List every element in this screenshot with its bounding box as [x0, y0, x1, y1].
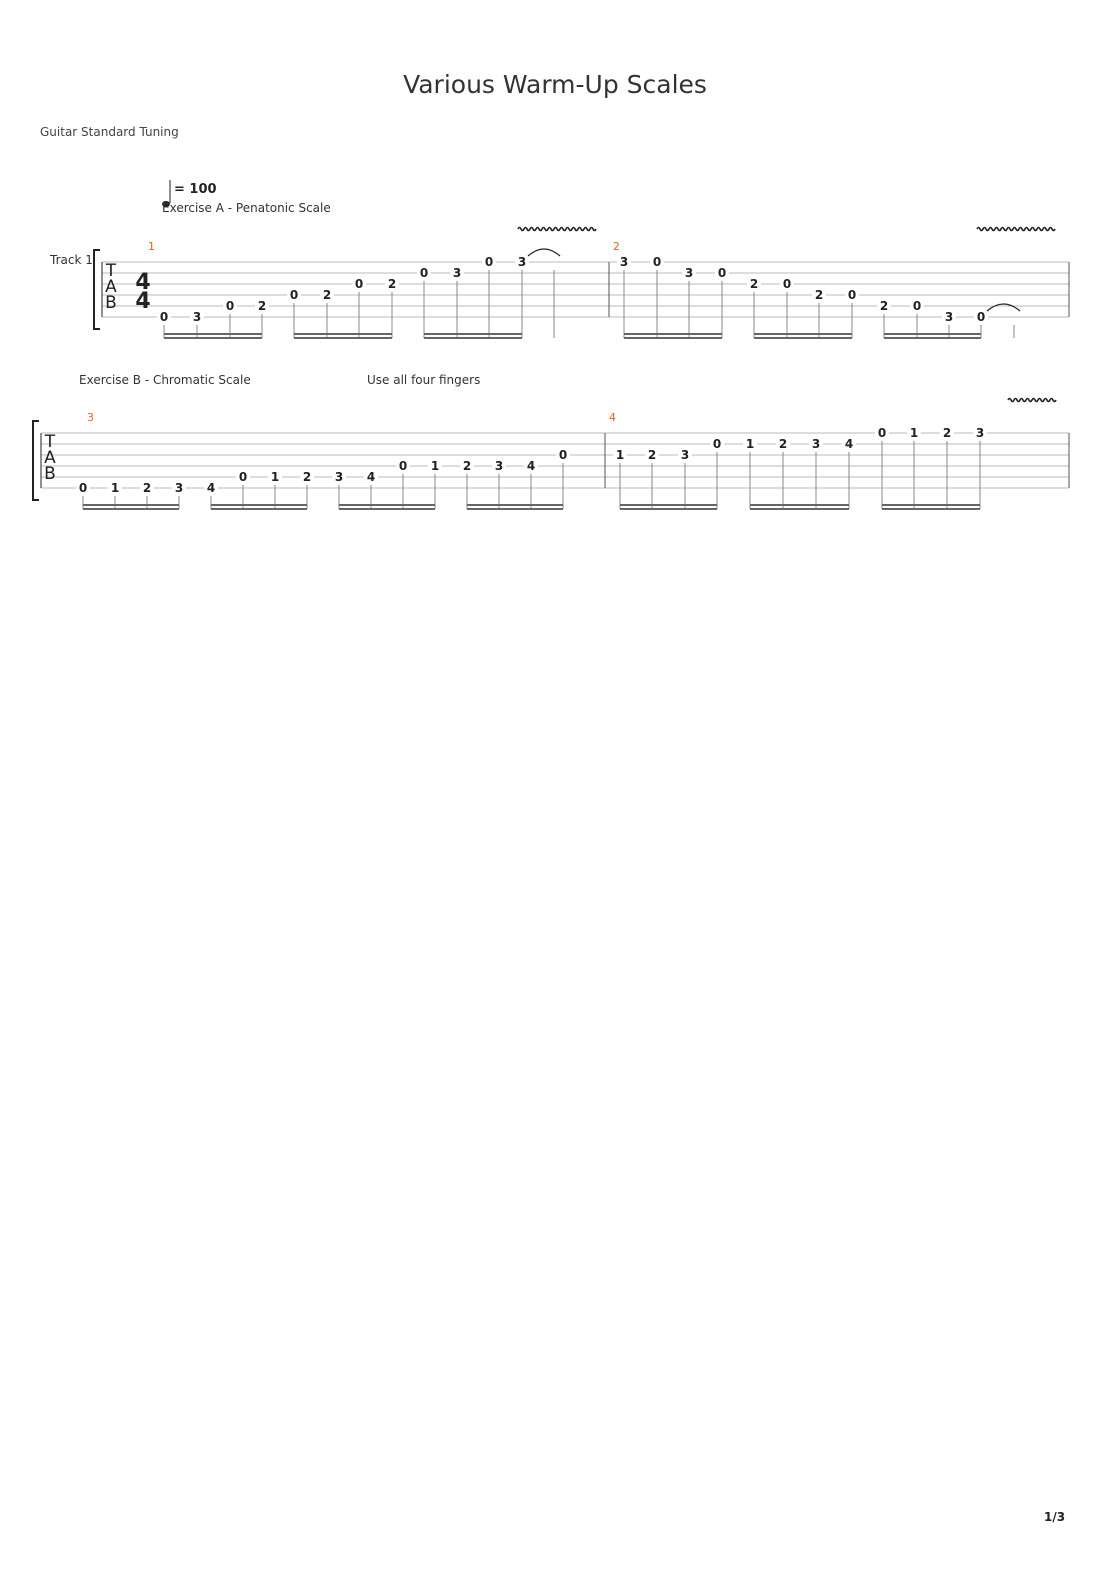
- fret-number: 2: [879, 299, 889, 313]
- fret-number: 3: [192, 310, 202, 324]
- page-number: 1/3: [1044, 1510, 1066, 1524]
- fret-number: 4: [844, 437, 854, 451]
- measure-number: 1: [148, 240, 155, 253]
- fret-number: 0: [419, 266, 429, 280]
- fret-number: 3: [334, 470, 344, 484]
- fret-number: 3: [944, 310, 954, 324]
- fret-number: 0: [558, 448, 568, 462]
- fret-number: 2: [387, 277, 397, 291]
- fret-number: 2: [142, 481, 152, 495]
- fret-number: 2: [814, 288, 824, 302]
- system-bracket: [33, 421, 39, 500]
- fret-number: 1: [270, 470, 280, 484]
- exercise-annotation: Exercise B - Chromatic Scale: [79, 373, 251, 387]
- fret-number: 3: [494, 459, 504, 473]
- fret-number: 2: [647, 448, 657, 462]
- fret-number: 0: [847, 288, 857, 302]
- fret-number: 0: [398, 459, 408, 473]
- fret-number: 2: [942, 426, 952, 440]
- tempo-marking: = 100: [174, 182, 217, 197]
- fret-number: 3: [174, 481, 184, 495]
- score-title: Various Warm-Up Scales: [403, 70, 707, 99]
- fret-number: 0: [225, 299, 235, 313]
- measure-number: 4: [609, 411, 616, 424]
- fret-number: 1: [745, 437, 755, 451]
- fret-number: 3: [517, 255, 527, 269]
- fret-number: 2: [749, 277, 759, 291]
- tab-clef-letter: B: [105, 293, 117, 313]
- exercise-annotation: Use all four fingers: [367, 373, 481, 387]
- fret-number: 4: [366, 470, 376, 484]
- fret-number: 0: [717, 266, 727, 280]
- measure-number: 2: [613, 240, 620, 253]
- fret-number: 0: [877, 426, 887, 440]
- vibrato-mark: [1008, 399, 1056, 402]
- fret-number: 4: [526, 459, 536, 473]
- fret-number: 2: [302, 470, 312, 484]
- tuning-label: Guitar Standard Tuning: [40, 125, 179, 139]
- fret-number: 0: [712, 437, 722, 451]
- fret-number: 0: [238, 470, 248, 484]
- fret-number: 2: [778, 437, 788, 451]
- fret-number: 1: [615, 448, 625, 462]
- time-signature-bottom: 4: [135, 289, 151, 314]
- measure-number: 3: [87, 411, 94, 424]
- fret-number: 0: [782, 277, 792, 291]
- fret-number: 0: [289, 288, 299, 302]
- vibrato-mark: [518, 228, 596, 231]
- tab-clef-letter: T: [105, 261, 117, 281]
- fret-number: 3: [975, 426, 985, 440]
- fret-number: 2: [322, 288, 332, 302]
- fret-number: 0: [159, 310, 169, 324]
- fret-number: 3: [811, 437, 821, 451]
- fret-number: 0: [912, 299, 922, 313]
- system-bracket: [94, 250, 100, 329]
- fret-number: 4: [206, 481, 216, 495]
- exercise-annotation: Exercise A - Penatonic Scale: [162, 201, 331, 215]
- tab-clef-letter: T: [44, 432, 56, 452]
- fret-number: 3: [619, 255, 629, 269]
- fret-number: 1: [110, 481, 120, 495]
- tie-arc: [528, 249, 560, 256]
- fret-number: 3: [684, 266, 694, 280]
- fret-number: 0: [652, 255, 662, 269]
- vibrato-mark: [977, 228, 1055, 231]
- fret-number: 0: [976, 310, 986, 324]
- track-name: Track 1: [50, 253, 93, 267]
- tab-clef-letter: B: [44, 464, 56, 484]
- fret-number: 1: [909, 426, 919, 440]
- fret-number: 0: [354, 277, 364, 291]
- fret-number: 2: [257, 299, 267, 313]
- fret-number: 3: [452, 266, 462, 280]
- tab-clef-letter: A: [105, 277, 117, 297]
- fret-number: 2: [462, 459, 472, 473]
- tab-clef-letter: A: [44, 448, 56, 468]
- fret-number: 1: [430, 459, 440, 473]
- tie-arc: [987, 304, 1020, 311]
- fret-number: 0: [484, 255, 494, 269]
- time-signature-top: 4: [135, 270, 151, 295]
- fret-number: 0: [78, 481, 88, 495]
- fret-number: 3: [680, 448, 690, 462]
